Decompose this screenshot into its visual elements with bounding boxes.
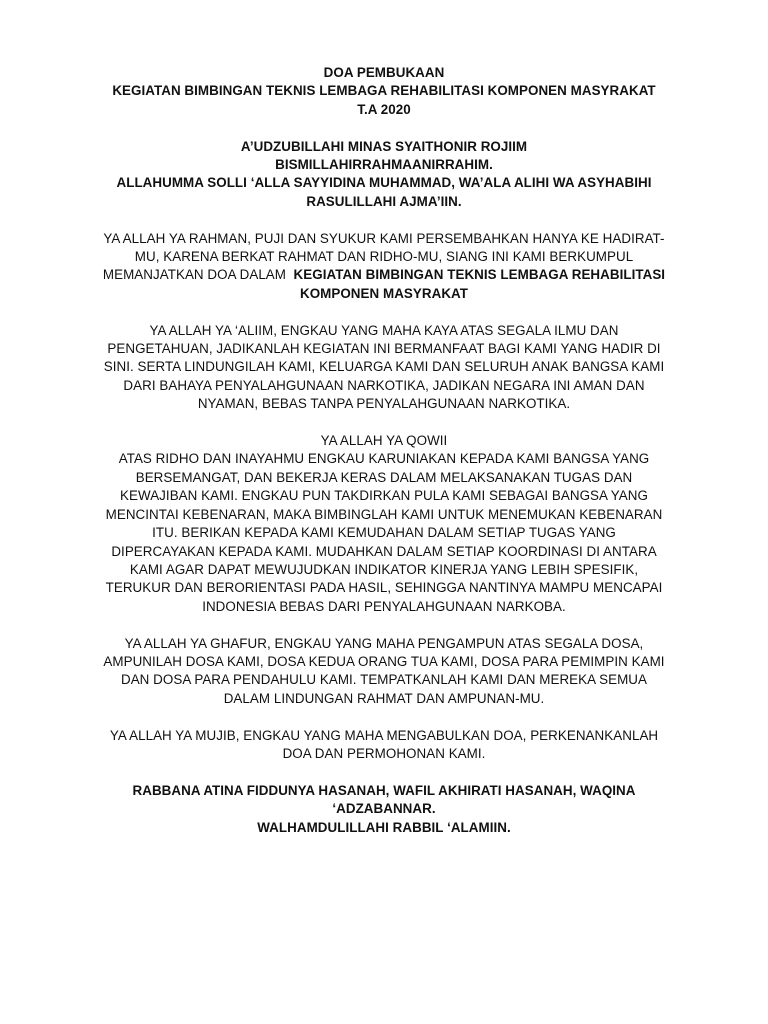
- closing-line: ‘ADZABANNAR.: [332, 801, 436, 817]
- paragraph-line: DIPERCAYAKAN KEPADA KAMI. MUDAHKAN DALAM SETIAP KOORDINASI DI ANTARA: [111, 543, 657, 559]
- document-header: [78, 64, 690, 119]
- paragraph-line: ITU. BERIKAN KEPADA KAMI KEMUDAHAN DALAM SETIAP TUGAS YANG: [152, 525, 616, 541]
- paragraph-line: BERSEMANGAT, DAN BEKERJA KERAS DALAM MELAKSANAKAN TUGAS DAN: [135, 469, 633, 485]
- opening-block: [78, 138, 690, 212]
- spacer: [78, 303, 690, 321]
- spacer: [78, 616, 690, 634]
- paragraph-line: YA ALLAH YA MUJIB, ENGKAU YANG MAHA MENGABULKAN DOA, PERKENANKANLAH: [109, 727, 659, 743]
- opening-line: BISMILLAHIRRAHMAANIRRAHIM.: [275, 157, 493, 173]
- paragraph-line: DOA DAN PERMOHONAN KAMI.: [282, 745, 486, 761]
- opening-line: A’UDZUBILLAHI MINAS SYAITHONIR ROJIIM: [240, 138, 528, 154]
- opening-line: ALLAHUMMA SOLLI ‘ALLA SAYYIDINA MUHAMMAD, WA’ALA ALIHI WA ASYHABIHI: [116, 175, 652, 191]
- paragraph-ghafur: [78, 635, 690, 709]
- spacer: [78, 414, 690, 432]
- paragraph-line: MENCINTAI KEBENARAN, MAKA BIMBINGLAH KAMI UNTUK MENEMUKAN KEBENARAN: [105, 506, 663, 522]
- paragraph-line: KAMI AGAR DAPAT MEWUJUDKAN INDIKATOR KINERJA YANG LEBIH SPESIFIK,: [129, 561, 639, 577]
- paragraph-line-bold: KOMPONEN MASYRAKAT: [299, 285, 469, 301]
- paragraph-line: YA ALLAH YA QOWII: [320, 433, 448, 449]
- document-title: DOA PEMBUKAAN: [323, 65, 445, 80]
- opening-line: RASULILLAHI AJMA’IIN.: [306, 193, 462, 209]
- document-year: T.A 2020: [357, 101, 411, 117]
- paragraph-line: YA ALLAH YA RAHMAN, PUJI DAN SYUKUR KAMI PERSEMBAHKAN HANYA KE HADIRAT-: [103, 230, 665, 246]
- paragraph-mujib: [78, 727, 690, 764]
- paragraph-line: INDONESIA BEBAS DARI PENYALAHGUNAAN NARKOBA.: [202, 598, 566, 614]
- paragraph-line: KEWAJIBAN KAMI. ENGKAU PUN TAKDIRKAN PULA KAMI SEBAGAI BANGSA YANG: [120, 488, 648, 504]
- closing-line: RABBANA ATINA FIDDUNYA HASANAH, WAFIL AKHIRATI HASANAH, WAQINA: [132, 782, 636, 798]
- paragraph-line: TERUKUR DAN BERORIENTASI PADA HASIL, SEHINGGA NANTINYA MAMPU MENCAPAI: [105, 580, 663, 596]
- spacer: [78, 211, 690, 229]
- closing-block: [78, 782, 690, 837]
- paragraph-line: DAN DOSA PARA PENDAHULU KAMI. TEMPATKANLAH KAMI DAN MEREKA SEMUA: [120, 672, 648, 688]
- paragraph-line: DARI BAHAYA PENYALAHGUNAAN NARKOTIKA, JADIKAN NEGARA INI AMAN DAN: [123, 377, 645, 393]
- spacer: [78, 763, 690, 781]
- paragraph-line: NYAMAN, BEBAS TANPA PENYALAHGUNAAN NARKOTIKA.: [197, 396, 571, 412]
- paragraph-line: MU, KARENA BERKAT RAHMAT DAN RIDHO-MU, SIANG INI KAMI BERKUMPUL: [134, 249, 634, 265]
- spacer: [78, 708, 690, 726]
- paragraph-line: DALAM LINDUNGAN RAHMAT DAN AMPUNAN-MU.: [223, 690, 545, 706]
- paragraph-line: PENGETAHUAN, JADIKANLAH KEGIATAN INI BERMANFAAT BAGI KAMI YANG HADIR DI: [107, 341, 661, 357]
- paragraph-qowii: [78, 432, 690, 616]
- document-subtitle: KEGIATAN BIMBINGAN TEKNIS LEMBAGA REHABILITASI KOMPONEN MASYRAKAT: [112, 83, 656, 99]
- paragraph-line: [78, 266, 690, 284]
- paragraph-line: AMPUNILAH DOSA KAMI, DOSA KEDUA ORANG TUA KAMI, DOSA PARA PEMIMPIN KAMI: [103, 653, 665, 669]
- paragraph-line: ATAS RIDHO DAN INAYAHMU ENGKAU KARUNIAKAN KEPADA KAMI BANGSA YANG: [118, 451, 650, 467]
- spacer: [78, 119, 690, 137]
- paragraph-line-bold: KEGIATAN BIMBINGAN TEKNIS LEMBAGA REHABILITASI: [293, 267, 666, 283]
- paragraph-rahman: [78, 230, 690, 304]
- paragraph-line-plain: MEMANJATKAN DOA DALAM: [102, 267, 286, 283]
- paragraph-line: YA ALLAH YA ‘ALIIM, ENGKAU YANG MAHA KAYA ATAS SEGALA ILMU DAN: [149, 322, 619, 338]
- paragraph-line: YA ALLAH YA GHAFUR, ENGKAU YANG MAHA PENGAMPUN ATAS SEGALA DOSA,: [124, 635, 644, 651]
- document-body: [78, 64, 690, 837]
- closing-line: WALHAMDULILLAHI RABBIL ‘ALAMIIN.: [257, 819, 511, 835]
- paragraph-aliim: [78, 322, 690, 414]
- paragraph-line: SINI. SERTA LINDUNGILAH KAMI, KELUARGA KAMI DAN SELURUH ANAK BANGSA KAMI: [103, 359, 665, 375]
